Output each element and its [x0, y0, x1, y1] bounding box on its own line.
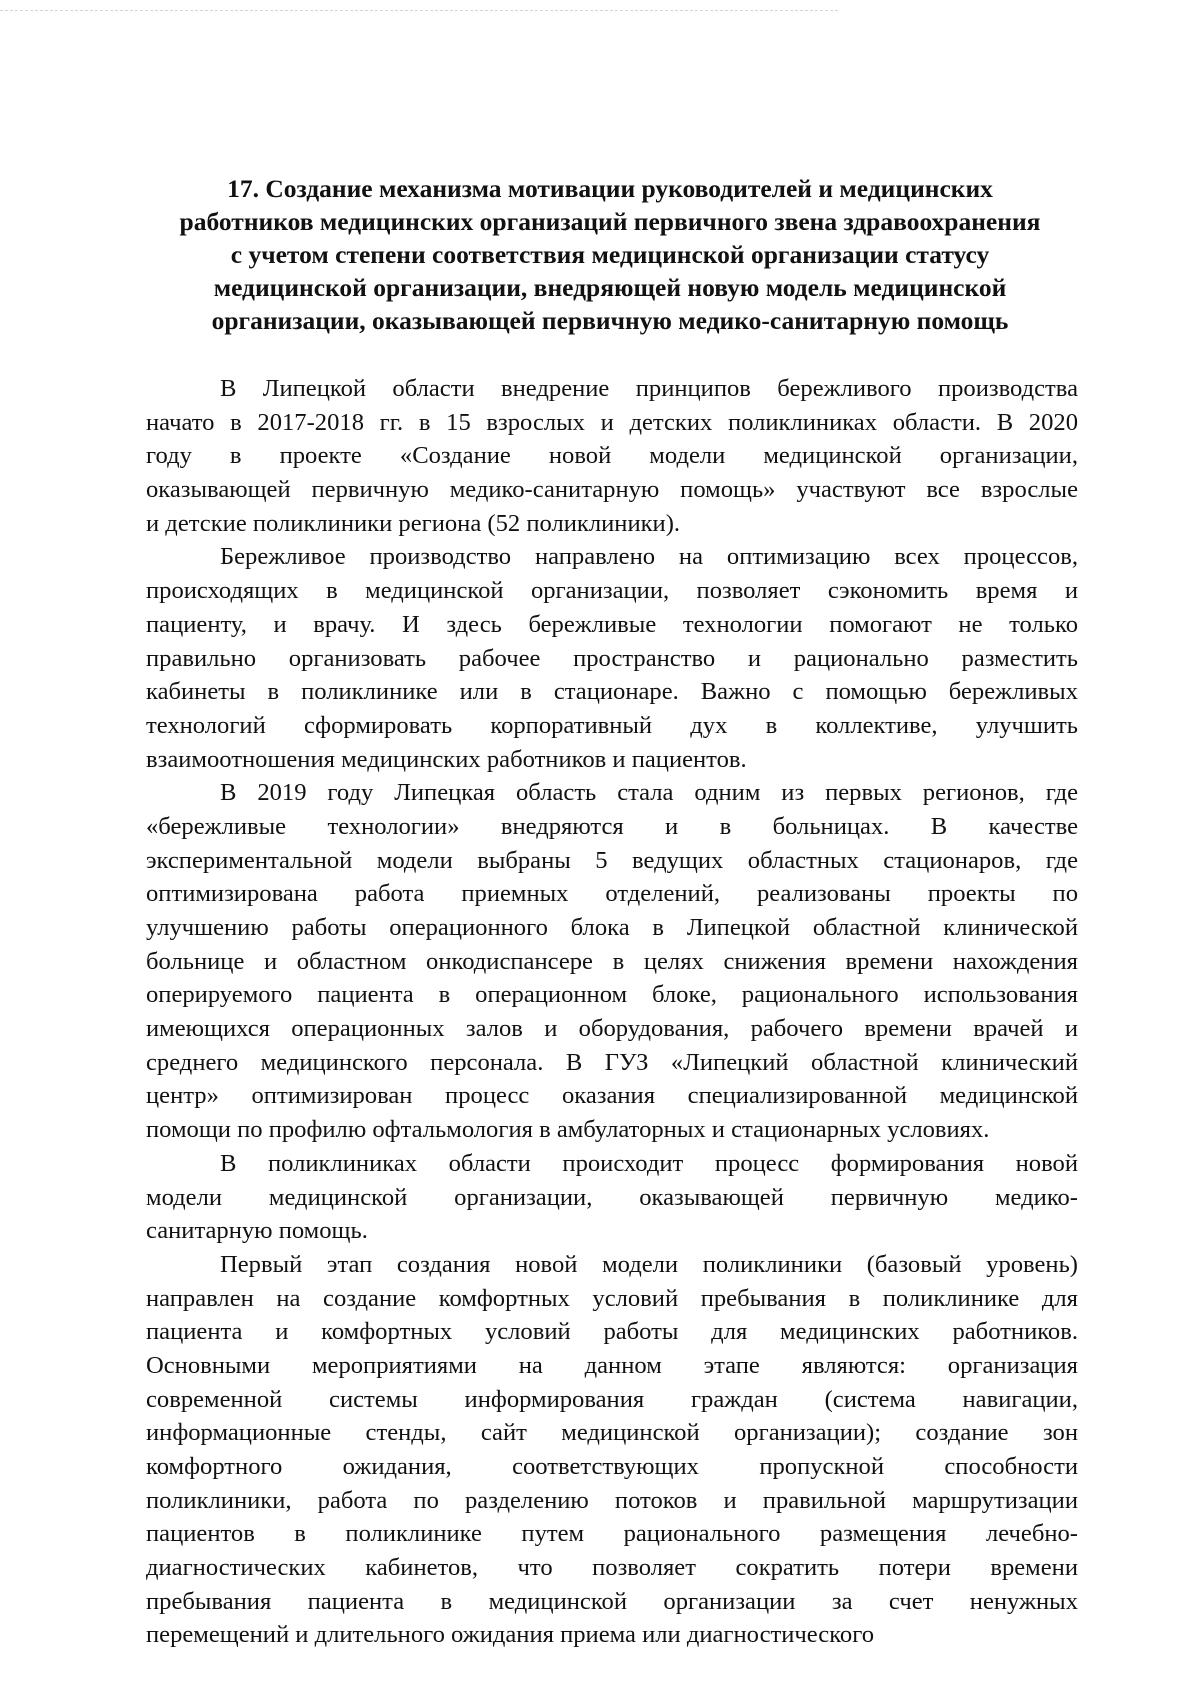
- paragraph-line: и детские поликлиники региона (52 поликлиники).: [146, 509, 681, 537]
- paragraph-line: направлен на создание комфортных условий пребывания в поликлинике для: [146, 1284, 1078, 1312]
- paragraph: [146, 372, 1078, 540]
- paragraph-line: кабинеты в поликлинике или в стационаре. Важно с помощью бережливых: [146, 678, 1078, 706]
- paragraph-line: оказывающей первичную медико-санитарную помощь» участвуют все взрослые: [146, 476, 1078, 504]
- paragraph-line: пациентов в поликлинике путем рационального размещения лечебно-: [146, 1520, 1078, 1548]
- paragraph-line: взаимоотношения медицинских работников и пациентов.: [146, 745, 747, 773]
- heading-line: организации, оказывающей первичную медико-санитарную помощь: [211, 306, 1009, 335]
- paragraph-line: помощи по профилю офтальмология в амбулаторных и стационарных условиях.: [146, 1116, 990, 1144]
- paragraph: [146, 1147, 1078, 1248]
- paragraph-line: поликлиники, работа по разделению потоков и правильной маршрутизации: [146, 1486, 1078, 1514]
- paragraph-line: В 2019 году Липецкая область стала одним из первых регионов, где: [220, 779, 1078, 807]
- paragraph-line: технологий сформировать корпоративный дух в коллективе, улучшить: [146, 711, 1078, 739]
- paragraph-line: современной системы информирования граждан (система навигации,: [146, 1385, 1078, 1413]
- paragraph-line: В Липецкой области внедрение принципов бережливого производства: [220, 375, 1078, 402]
- heading-line: работников медицинских организаций первичного звена здравоохранения: [179, 207, 1041, 236]
- paragraph-line: Основными мероприятиями на данном этапе являются: организация: [146, 1351, 1078, 1379]
- body-text: [146, 372, 1078, 1652]
- paragraph-line: среднего медицинского персонала. В ГУЗ «Липецкий областной клинический: [146, 1048, 1078, 1076]
- paragraph: [146, 776, 1078, 1147]
- heading-line: медицинской организации, внедряющей новую модель медицинской: [213, 273, 1007, 302]
- paragraph-line: улучшению работы операционного блока в Липецкой областной клинической: [146, 914, 1078, 941]
- section-heading: [140, 172, 1080, 337]
- paragraph-line: больнице и областном онкодиспансере в целях снижения времени нахождения: [146, 947, 1078, 975]
- paragraph-line: перемещений и длительного ожидания приема или диагностического: [146, 1621, 874, 1649]
- paragraph-line: году в проекте «Создание новой модели медицинской организации,: [146, 442, 1078, 470]
- paragraph-line: центр» оптимизирован процесс оказания специализированной медицинской: [146, 1082, 1078, 1110]
- paragraph-line: Первый этап создания новой модели поликлиники (базовый уровень): [220, 1250, 1078, 1278]
- paragraph-line: санитарную помощь.: [146, 1217, 368, 1245]
- paragraph-line: В поликлиниках области происходит процесс формирования новой: [220, 1149, 1078, 1177]
- paragraph-line: имеющихся операционных залов и оборудования, рабочего времени врачей и: [146, 1015, 1078, 1043]
- paragraph-line: диагностических кабинетов, что позволяет сократить потери времени: [146, 1554, 1078, 1582]
- heading-line: 17. Создание механизма мотивации руководителей и медицинских: [227, 174, 993, 203]
- scan-edge-line: [0, 10, 838, 11]
- heading-line: с учетом степени соответствия медицинской организации статусу: [230, 240, 990, 269]
- paragraph-line: комфортного ожидания, соответствующих пропускной способности: [146, 1453, 1078, 1480]
- paragraph-line: оперируемого пациента в операционном блоке, рационального использования: [146, 981, 1078, 1009]
- paragraph-line: «бережливые технологии» внедряются и в больницах. В качестве: [146, 812, 1078, 840]
- paragraph-line: происходящих в медицинской организации, позволяет сэкономить время и: [146, 577, 1078, 605]
- paragraph-line: модели медицинской организации, оказывающей первичную медико-: [146, 1183, 1078, 1211]
- paragraph: [146, 1248, 1078, 1652]
- paragraph-line: пациента и комфортных условий работы для медицинских работников.: [146, 1318, 1078, 1346]
- paragraph-line: информационные стенды, сайт медицинской организации); создание зон: [146, 1419, 1078, 1447]
- paragraph: [146, 540, 1078, 776]
- paragraph-line: оптимизирована работа приемных отделений, реализованы проекты по: [146, 880, 1078, 908]
- paragraph-line: экспериментальной модели выбраны 5 ведущих областных стационаров, где: [146, 846, 1078, 874]
- paragraph-line: начато в 2017-2018 гг. в 15 взрослых и детских поликлиниках области. В 2020: [146, 408, 1078, 436]
- paragraph-line: правильно организовать рабочее пространство и рационально разместить: [146, 644, 1078, 672]
- paragraph-line: пребывания пациента в медицинской организации за счет ненужных: [146, 1587, 1078, 1615]
- paragraph-line: Бережливое производство направлено на оптимизацию всех процессов,: [220, 543, 1078, 571]
- paragraph-line: пациенту, и врачу. И здесь бережливые технологии помогают не только: [146, 610, 1078, 638]
